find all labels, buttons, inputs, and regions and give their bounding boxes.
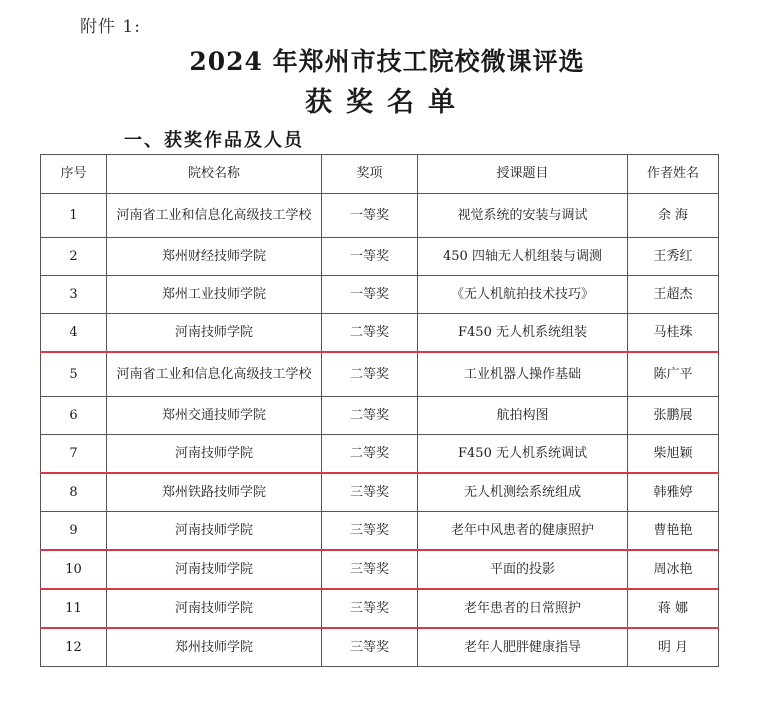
cell-author: 张鹏展 (628, 397, 719, 435)
table-row (41, 473, 719, 512)
cell-author: 蒋 娜 (628, 589, 719, 628)
cell-no: 7 (41, 435, 107, 474)
document-subtitle: 获奖名单 (305, 87, 469, 118)
cell-school: 郑州财经技师学院 (107, 238, 322, 276)
table-row (41, 314, 719, 353)
cell-award: 三等奖 (322, 473, 418, 512)
cell-award: 三等奖 (322, 628, 418, 667)
cell-topic: 老年中风患者的健康照护 (418, 512, 628, 551)
cell-topic: 平面的投影 (418, 550, 628, 589)
table-row (41, 550, 719, 589)
cell-author: 周冰艳 (628, 550, 719, 589)
awards-table (40, 154, 719, 667)
table-row (41, 628, 719, 667)
cell-topic: 无人机测绘系统组成 (418, 473, 628, 512)
cell-award: 二等奖 (322, 314, 418, 353)
cell-award: 一等奖 (322, 276, 418, 314)
cell-school: 河南技师学院 (107, 435, 322, 474)
table-row (41, 589, 719, 628)
cell-award: 一等奖 (322, 238, 418, 276)
cell-no: 9 (41, 512, 107, 551)
header-topic: 授课题目 (418, 155, 628, 194)
attachment-label: 附件 1: (80, 17, 141, 37)
cell-author: 王超杰 (628, 276, 719, 314)
cell-no: 4 (41, 314, 107, 353)
cell-school: 郑州交通技师学院 (107, 397, 322, 435)
cell-author: 明 月 (628, 628, 719, 667)
table-row (41, 435, 719, 474)
cell-author: 陈广平 (628, 352, 719, 397)
cell-award: 二等奖 (322, 352, 418, 397)
cell-topic: 450 四轴无人机组装与调测 (418, 238, 628, 276)
cell-school: 河南技师学院 (107, 314, 322, 353)
header-school: 院校名称 (107, 155, 322, 194)
cell-no: 1 (41, 194, 107, 238)
section-heading: 一、获奖作品及人员 (124, 130, 304, 151)
document-title: 2024 年郑州市技工院校微课评选 (189, 47, 585, 76)
cell-topic: 航拍构图 (418, 397, 628, 435)
header-award: 奖项 (322, 155, 418, 194)
cell-school: 河南技师学院 (107, 550, 322, 589)
table-row (41, 276, 719, 314)
cell-school: 河南技师学院 (107, 512, 322, 551)
cell-no: 11 (41, 589, 107, 628)
cell-topic: 工业机器人操作基础 (418, 352, 628, 397)
cell-no: 3 (41, 276, 107, 314)
cell-award: 三等奖 (322, 512, 418, 551)
table-row (41, 397, 719, 435)
cell-topic: 老年患者的日常照护 (418, 589, 628, 628)
cell-author: 柴旭颖 (628, 435, 719, 474)
cell-school: 河南省工业和信息化高级技工学校 (107, 194, 322, 238)
table-row (41, 512, 719, 551)
cell-school: 郑州铁路技师学院 (107, 473, 322, 512)
cell-author: 韩雅婷 (628, 473, 719, 512)
cell-award: 三等奖 (322, 550, 418, 589)
cell-award: 二等奖 (322, 435, 418, 474)
cell-no: 6 (41, 397, 107, 435)
cell-no: 12 (41, 628, 107, 667)
table-row (41, 238, 719, 276)
cell-topic: 《无人机航拍技术技巧》 (418, 276, 628, 314)
cell-school: 河南省工业和信息化高级技工学校 (107, 352, 322, 397)
cell-school: 郑州技师学院 (107, 628, 322, 667)
cell-school: 郑州工业技师学院 (107, 276, 322, 314)
cell-no: 10 (41, 550, 107, 589)
cell-author: 余 海 (628, 194, 719, 238)
header-no: 序号 (41, 155, 107, 194)
cell-no: 8 (41, 473, 107, 512)
cell-award: 一等奖 (322, 194, 418, 238)
table-row (41, 194, 719, 238)
cell-topic: 视觉系统的安装与调试 (418, 194, 628, 238)
cell-topic: F450 无人机系统组装 (418, 314, 628, 353)
cell-school: 河南技师学院 (107, 589, 322, 628)
cell-award: 三等奖 (322, 589, 418, 628)
cell-author: 王秀红 (628, 238, 719, 276)
table-header-row (41, 155, 719, 194)
cell-award: 二等奖 (322, 397, 418, 435)
cell-author: 曹艳艳 (628, 512, 719, 551)
cell-no: 5 (41, 352, 107, 397)
table-row (41, 352, 719, 397)
cell-author: 马桂珠 (628, 314, 719, 353)
cell-topic: F450 无人机系统调试 (418, 435, 628, 474)
cell-topic: 老年人肥胖健康指导 (418, 628, 628, 667)
header-author: 作者姓名 (628, 155, 719, 194)
cell-no: 2 (41, 238, 107, 276)
